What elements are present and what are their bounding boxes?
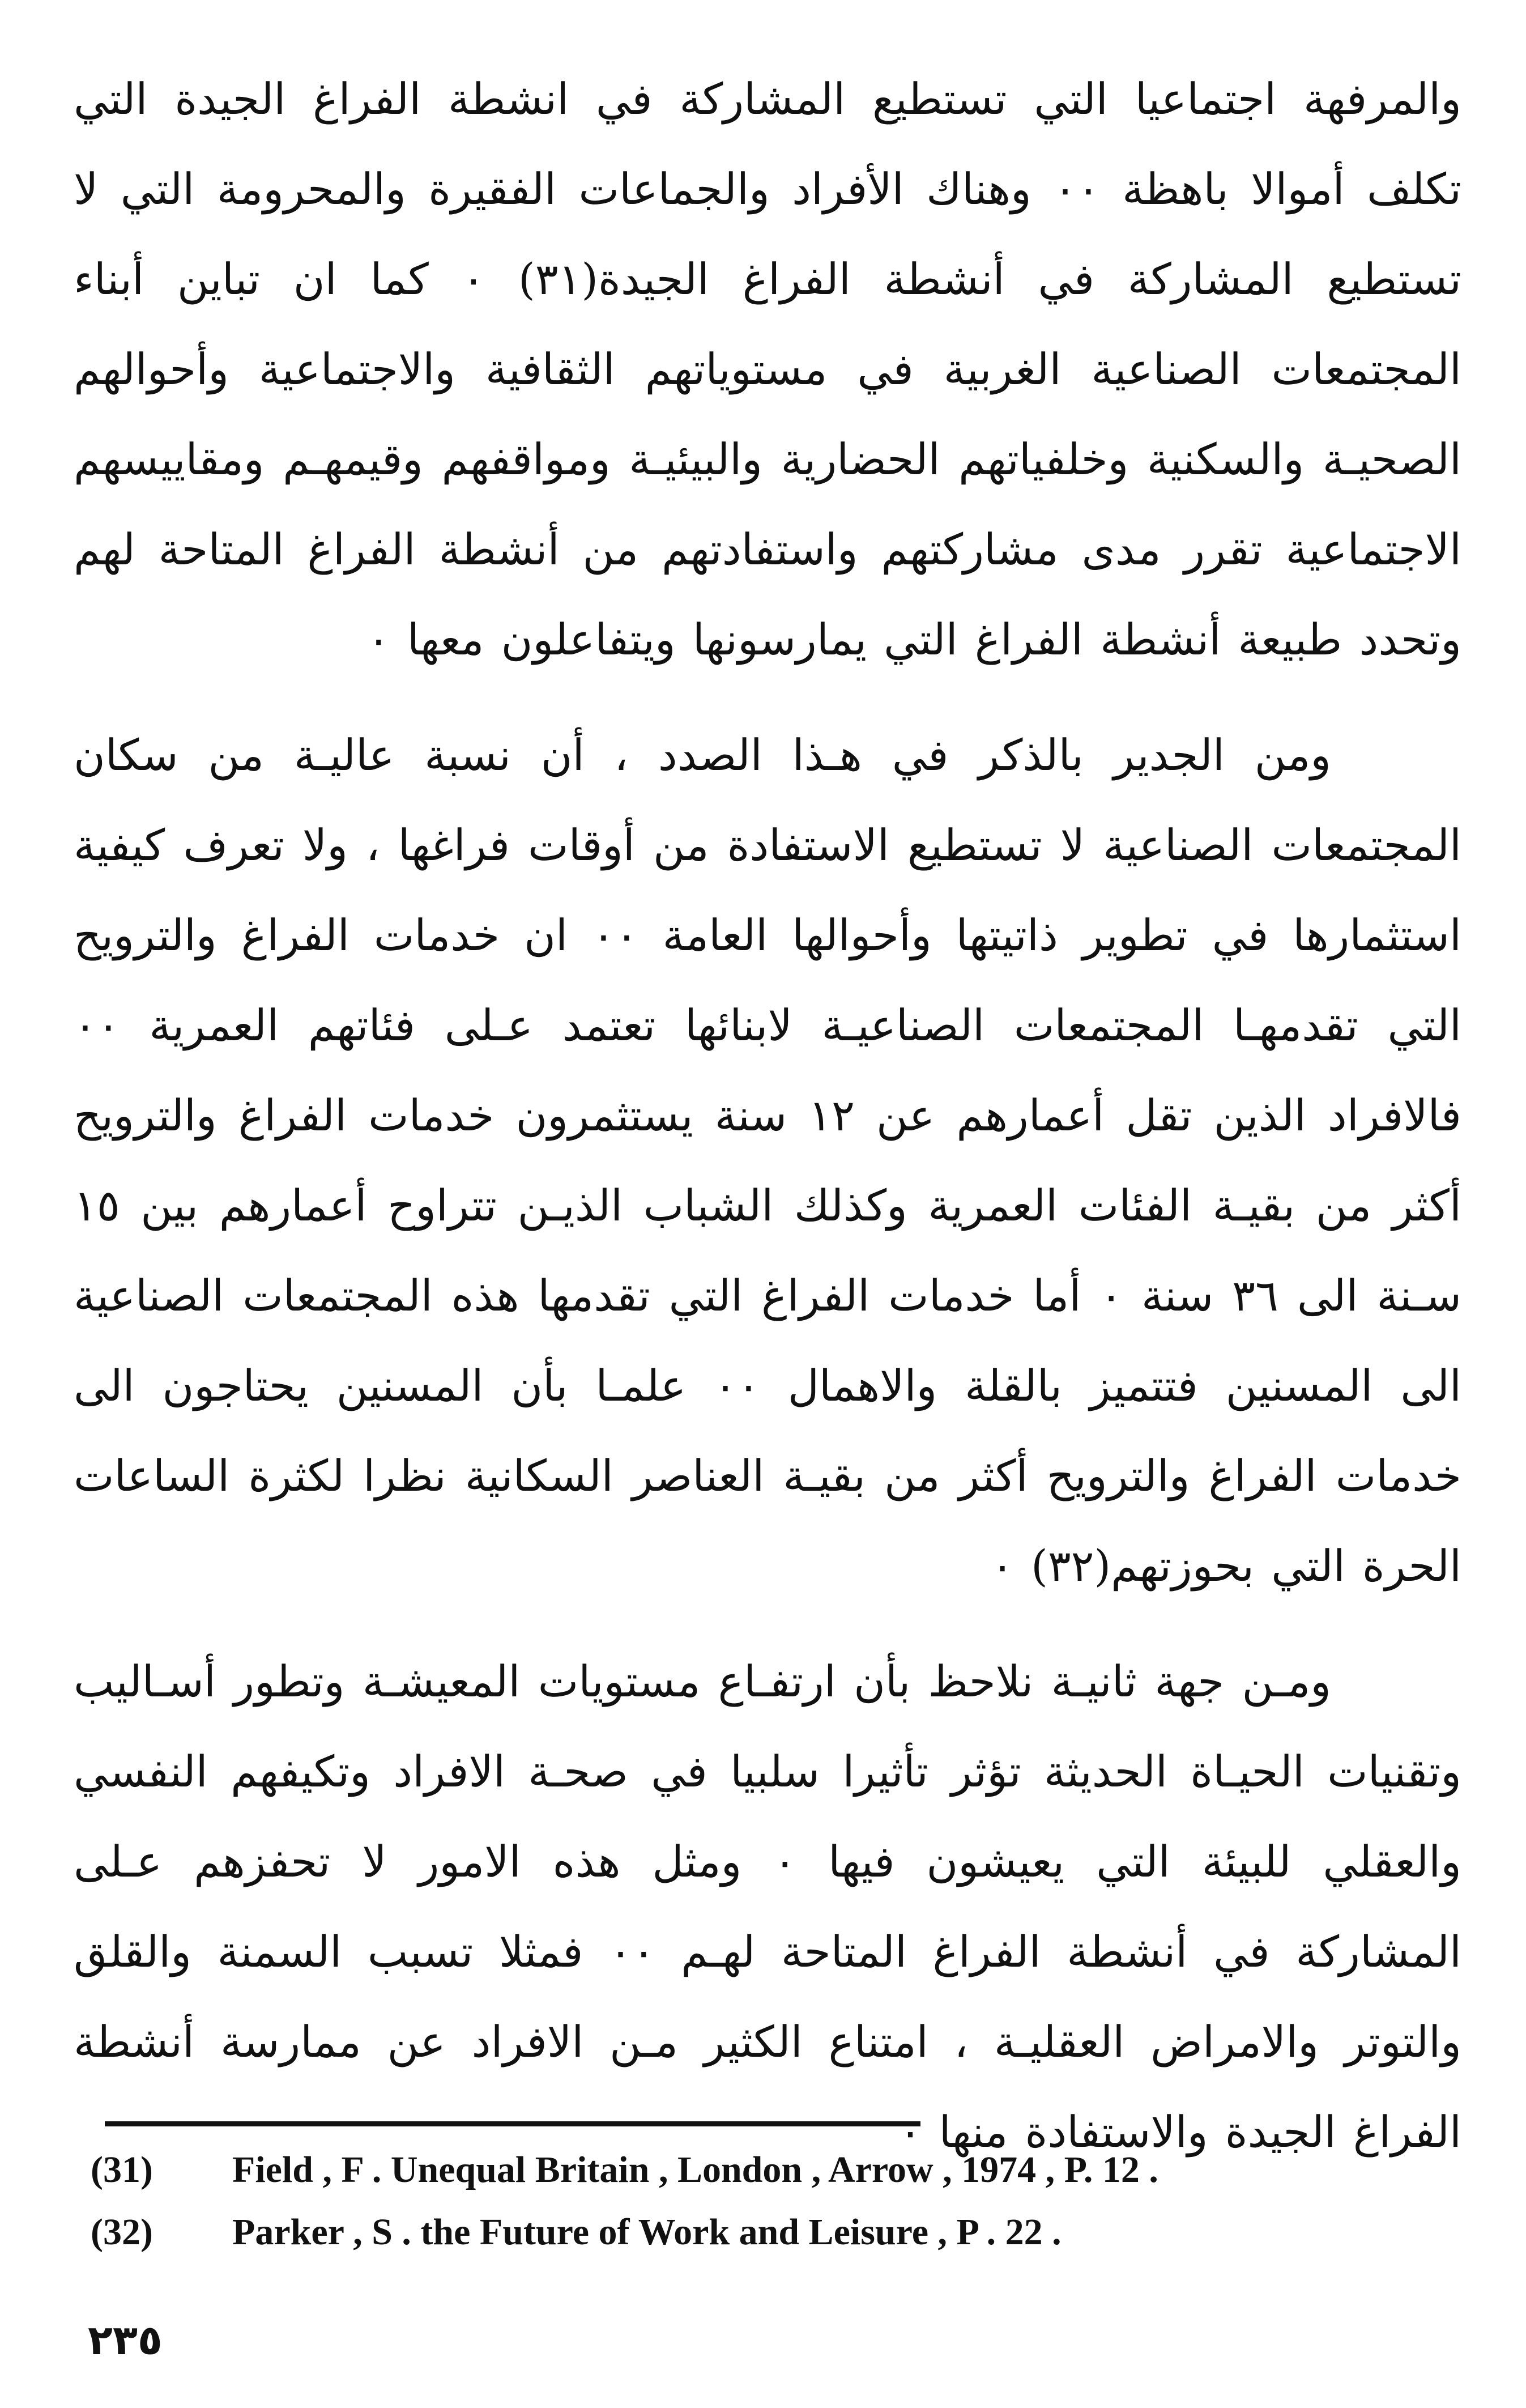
footnote-number: (31): [91, 2149, 153, 2190]
footnote-text: Parker , S . the Future of Work and Leisure , P . 22 .: [232, 2211, 1062, 2253]
main-text: [74, 54, 1461, 2177]
footnote-32: [91, 2201, 1461, 2264]
footnote-31: [91, 2139, 1461, 2201]
footnote-number: (32): [91, 2211, 153, 2253]
paragraph-2: ومن الجدير بالذكر في هـذا الصدد ، أن نسبة عاليـة من سكان المجتمعات الصناعية لا تستطيع الاستفادة من أوقات فراغها ، ولا تعرف كيفية استثمارها في تطوير ذاتيتها وأحوالها العامة ٠٠ ان خدمات الفراغ والترويح التي تقدمهـا المجتمعات الصناعيـة لابنائها تعتمد عـلى فئاتهم العمرية ٠٠ فالافراد الذين تقل أعمارهم عن ١٢ سنة يستثمرون خدمات الفراغ والترويح أكثر من بقيـة الفئات العمرية وكذلك الشباب الذيـن تتراوح أعمارهم بين ١٥ سـنة الى ٣٦ سنة ٠ أما خدمات الفراغ التي تقدمها هذه المجتمعات الصناعية الى المسنين فتتميز بالقلة والاهمال ٠٠ علمـا بأن المسنين يحتاجون الى خدمات الفراغ والترويح أكثر من بقيـة العناصر السكانية نظرا لكثرة الساعات الحرة التي بحوزتهم(٣٢) ٠: [74, 730, 1461, 1591]
footnote-separator: [105, 2121, 920, 2126]
footnotes: [91, 2139, 1461, 2264]
page-number: ٢٣٥: [88, 2316, 163, 2364]
paragraph-1: والمرفهة اجتماعيا التي تستطيع المشاركة في انشطة الفراغ الجيدة التي تكلف أموالا باهظة ٠٠ وهناك الأفراد والجماعات الفقيرة والمحرومة التي لا تستطيع المشاركة في أنشطة الفراغ الجيدة(٣١) ٠ كما ان تباين أبناء المجتمعات الصناعية الغربية في مستوياتهم الثقافية والاجتماعية وأحوالهم الصحيـة والسكنية وخلفياتهم الحضارية والبيئيـة ومواقفهم وقيمهـم ومقاييسهم الاجتماعية تقرر مدى مشاركتهم واستفادتهم من أنشطة الفراغ المتاحة لهم وتحدد طبيعة أنشطة الفراغ التي يمارسونها ويتفاعلون معها ٠: [74, 74, 1462, 665]
footnote-text: Field , F . Unequal Britain , London , Arrow , 1974 , P. 12 .: [232, 2149, 1158, 2190]
paragraph-3: ومـن جهة ثانيـة نلاحظ بأن ارتفـاع مستويات المعيشـة وتطور أسـاليب وتقنيات الحيـاة الحديثة تؤثر تأثيرا سلبيا في صحـة الافراد وتكيفهم النفسي والعقلي للبيئة التي يعيشون فيها ٠ ومثل هذه الامور لا تحفزهم عـلى المشاركة في أنشطة الفراغ المتاحة لهـم ٠٠ فمثلا تسبب السمنة والقلق والتوتر والامراض العقليـة ، امتناع الكثير مـن الافراد عن ممارسة أنشطة الفراغ الجيدة والاستفادة منها ٠: [74, 1656, 1462, 2157]
